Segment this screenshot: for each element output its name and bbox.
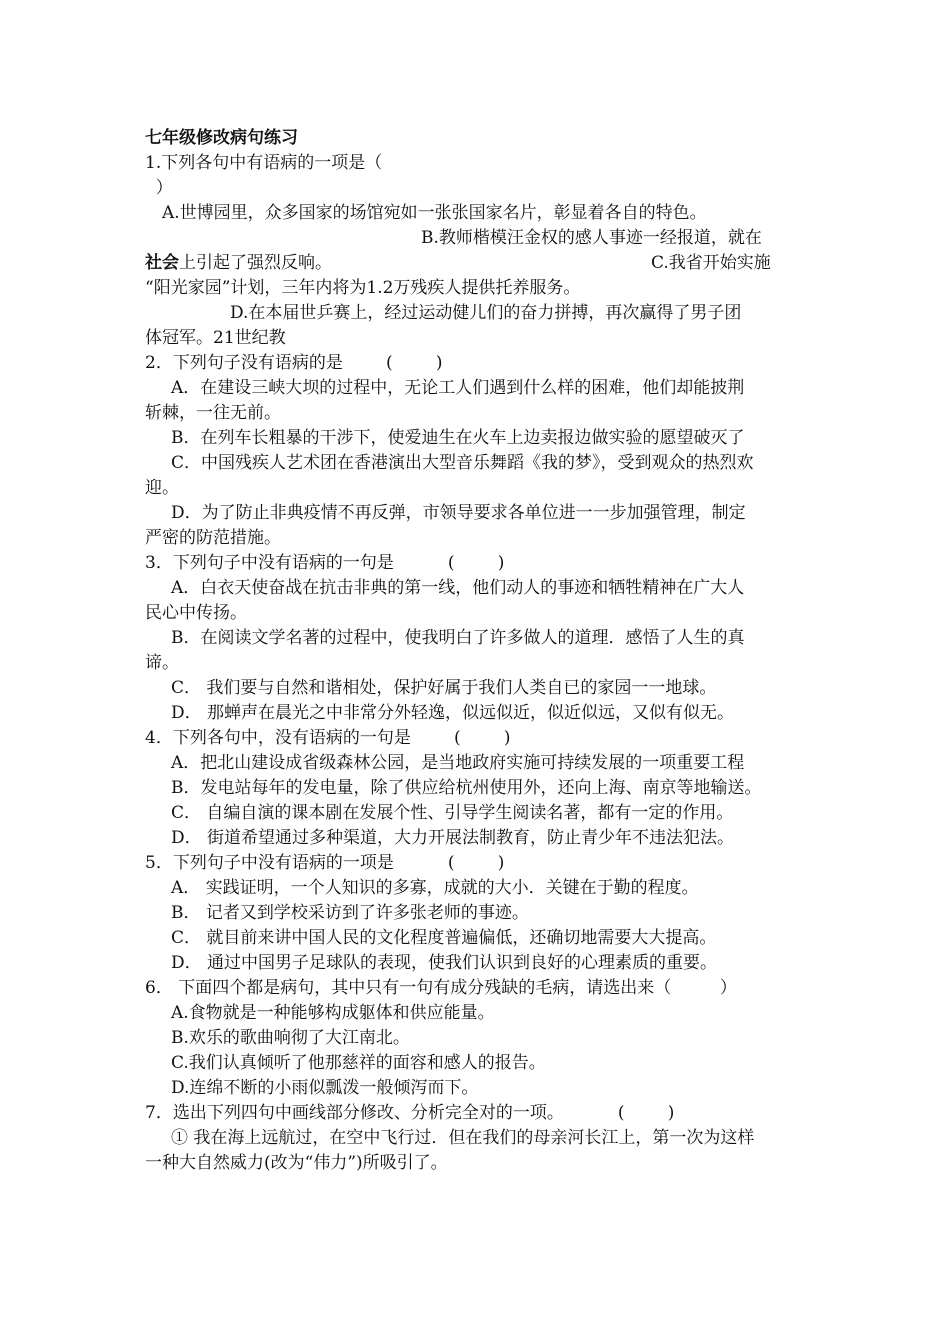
question-1-option-a: A.世博园里，众多国家的场馆宛如一张张国家名片，彰显着各自的特色。 (162, 203, 707, 223)
question-2-option-d: D．为了防止非典疫情不再反弹，市领导要求各单位进一一步加强管理，制定 (171, 503, 746, 523)
question-3-option-b: B．在阅读文学名著的过程中，使我明白了许多做人的道理．感悟了人生的真 (171, 628, 745, 648)
question-4-option-c: C． 自编自演的课本剧在发展个性、引导学生阅读名著，都有一定的作用。 (171, 803, 734, 823)
question-1-option-d: D.在本届世乒赛上，经过运动健儿们的奋力拼搏，再次赢得了男子团 (230, 303, 742, 323)
question-4-option-d: D． 街道希望通过多种渠道，大力开展法制教育，防止青少年不违法犯法。 (171, 828, 735, 848)
question-4-stem: 4．下列各句中，没有语病的一句是 ( ) (145, 728, 511, 748)
question-1-bracket: ） (145, 178, 173, 198)
question-1-option-d-cont: 体冠军。21世纪教 (145, 328, 286, 348)
question-1-option-c-cont: “阳光家园”计划，三年内将为1.2万残疾人提供托养服务。 (145, 278, 581, 298)
question-2-option-c-cont: 迎。 (145, 478, 179, 498)
page-title: 七年级修改病句练习 (145, 128, 298, 148)
question-3-option-a-cont: 民心中传扬。 (145, 603, 247, 623)
question-3-stem: 3．下列句子中没有语病的一句是 ( ) (145, 553, 505, 573)
question-5-option-d: D． 通过中国男子足球队的表现，使我们认识到良好的心理素质的重要。 (171, 953, 718, 973)
question-4-option-a: A．把北山建设成省级森林公园，是当地政府实施可持续发展的一项重要工程 (171, 753, 745, 773)
question-6-option-b: B.欢乐的歌曲响彻了大江南北。 (171, 1028, 410, 1048)
question-5-option-a: A． 实践证明，一个人知识的多寡，成就的大小．关键在于勤的程度。 (171, 878, 699, 898)
question-3-option-c: C． 我们要与自然和谐相处，保护好属于我们人类自已的家园一一地球。 (171, 678, 717, 698)
question-2-option-c: C．中国残疾人艺术团在香港演出大型音乐舞蹈《我的梦》，受到观众的热烈欢 (171, 453, 754, 473)
question-2-option-b: B．在列车长粗暴的干涉下，使爱迪生在火车上边卖报边做实验的愿望破灭了 (171, 428, 745, 448)
question-7-item-1: ① 我在海上远航过，在空中飞行过．但在我们的母亲河长江上，第一次为这样 (171, 1128, 755, 1148)
question-1-stem: 1.下列各句中有语病的一项是（ (145, 153, 383, 173)
question-1-option-b-cont: 社会上引起了强烈反响。 C.我省开始实施 (145, 253, 771, 273)
question-2-stem: 2．下列句子没有语病的是 ( ) (145, 353, 443, 373)
question-1-option-b: B.教师楷模汪金权的感人事迹一经报道，就在 (421, 228, 762, 248)
question-3-option-b-cont: 谛。 (145, 653, 179, 673)
question-6-option-c: C.我们认真倾听了他那慈祥的面容和感人的报告。 (171, 1053, 546, 1073)
question-6-option-d: D.连绵不断的小雨似瓢泼一般倾泻而下。 (171, 1078, 479, 1098)
question-5-stem: 5．下列句子中没有语病的一项是 ( ) (145, 853, 505, 873)
question-4-option-b: B．发电站每年的发电量，除了供应给杭州使用外，还向上海、南京等地输送。 (171, 778, 762, 798)
question-3-option-a: A．白衣天使奋战在抗击非典的第一线，他们动人的事迹和牺牲精神在广大人 (171, 578, 745, 598)
question-3-option-d: D． 那蝉声在晨光之中非常分外轻逸，似远似近，似近似远，又似有似无。 (171, 703, 735, 723)
question-6-option-a: A.食物就是一种能够构成躯体和供应能量。 (171, 1003, 495, 1023)
question-5-option-c: C． 就目前来讲中国人民的文化程度普遍偏低，还确切地需要大大提高。 (171, 928, 717, 948)
question-2-option-a: A．在建设三峡大坝的过程中，无论工人们遇到什么样的困难，他们却能披荆 (171, 378, 745, 398)
question-2-option-d-cont: 严密的防范措施。 (145, 528, 281, 548)
question-6-stem: 6． 下面四个都是病句，其中只有一句有成分残缺的毛病，请选出来（ ） (145, 978, 737, 998)
question-7-item-1-cont: 一种大自然威力(改为“伟力”)所吸引了。 (145, 1153, 448, 1173)
question-5-option-b: B． 记者又到学校采访到了许多张老师的事迹。 (171, 903, 529, 923)
question-7-stem: 7．选出下列四句中画线部分修改、分析完全对的一项。 ( ) (145, 1103, 675, 1123)
question-2-option-a-cont: 斩棘，一往无前。 (145, 403, 281, 423)
